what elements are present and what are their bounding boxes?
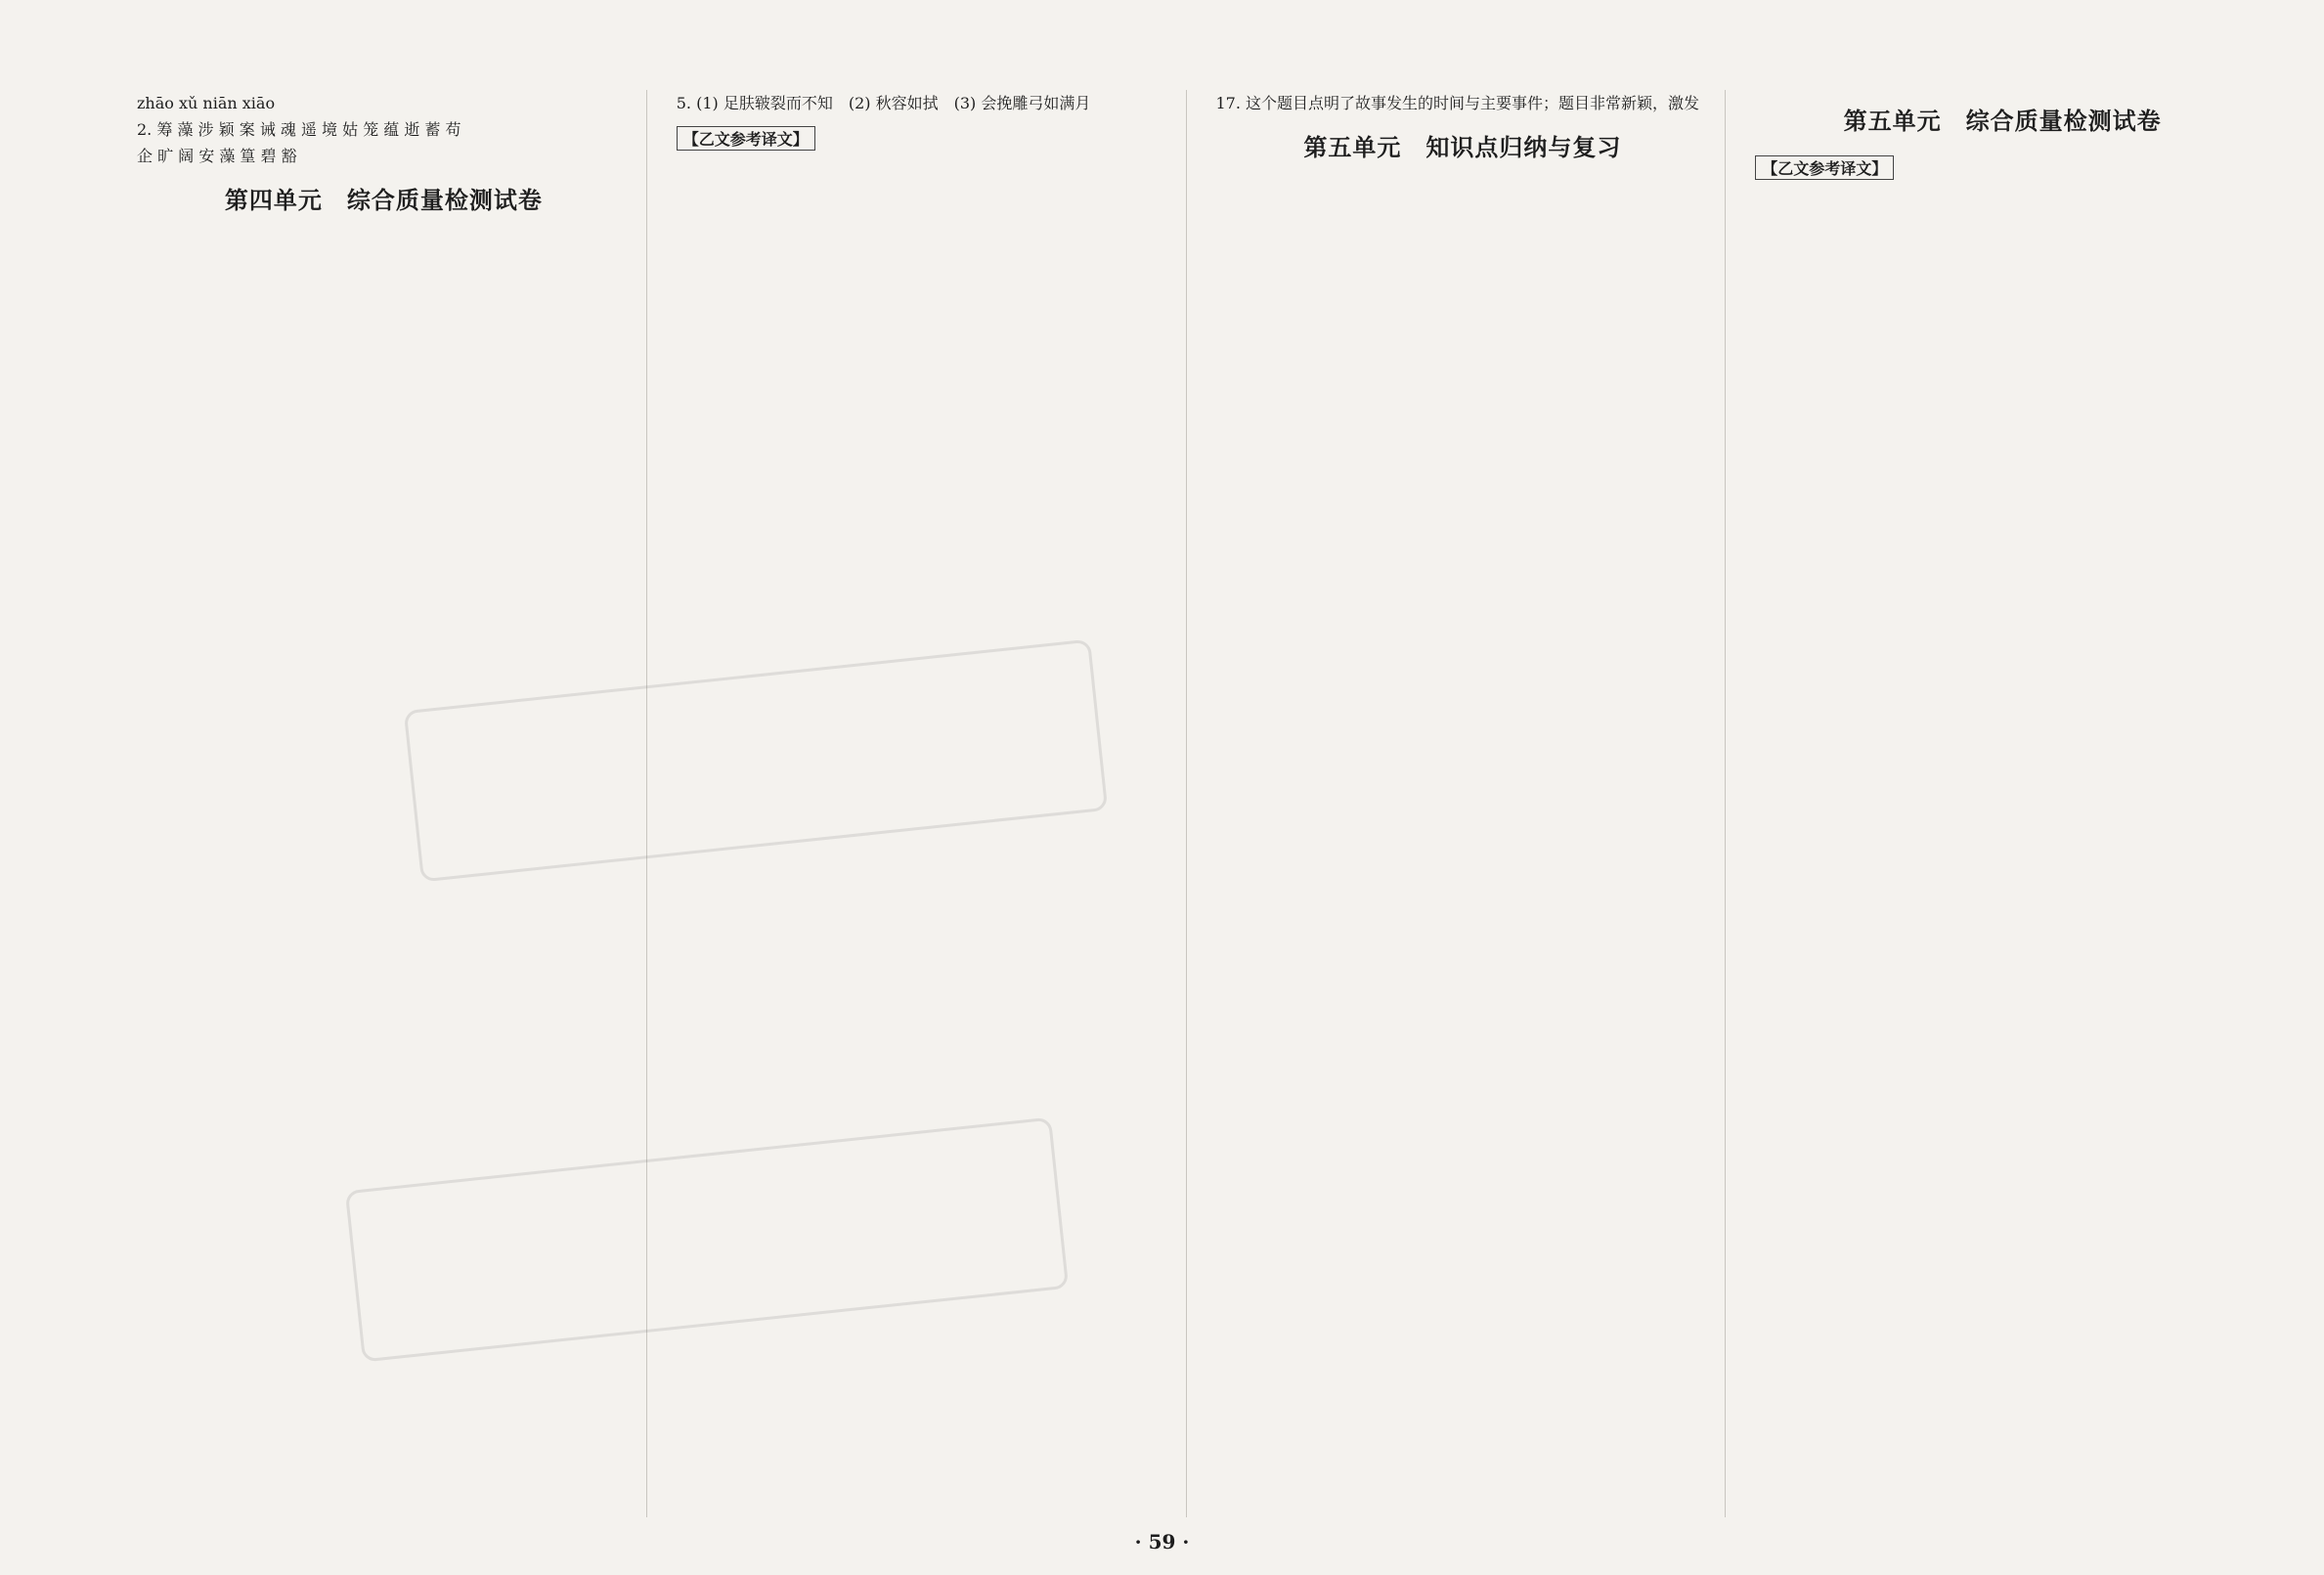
section-heading: 第五单元 综合质量检测试卷 (1843, 108, 2162, 135)
translation-label: 【乙文参考译文】 (1755, 155, 1894, 180)
text-line: 5. (1) 足肤皲裂而不知 (2) 秋容如拭 (3) 会挽雕弓如满月 (676, 94, 1091, 112)
section-heading: 第四单元 综合质量检测试卷 (224, 187, 543, 214)
translation-label: 【乙文参考译文】 (677, 126, 815, 151)
text-line: 17. 这个题目点明了故事发生的时间与主要事件；题目非常新颖，激发 (1215, 94, 1700, 112)
text-line: zhāo xǔ niān xiāo (137, 94, 276, 112)
column-2 (677, 90, 1187, 1517)
text-columns (137, 90, 2265, 1517)
text-line: 企 旷 阔 安 藻 篁 碧 豁 (137, 147, 297, 165)
section-heading: 第五单元 知识点归纳与复习 (1303, 134, 1622, 161)
column-4 (1755, 90, 2265, 1517)
text-line: 2. 筹 藻 涉 颖 案 诫 魂 遥 境 姑 笼 蕴 逝 蓄 苟 (137, 120, 461, 139)
column-3 (1216, 90, 1727, 1517)
column-1 (137, 90, 647, 1517)
page-number: · 59 · (1134, 1530, 1190, 1553)
